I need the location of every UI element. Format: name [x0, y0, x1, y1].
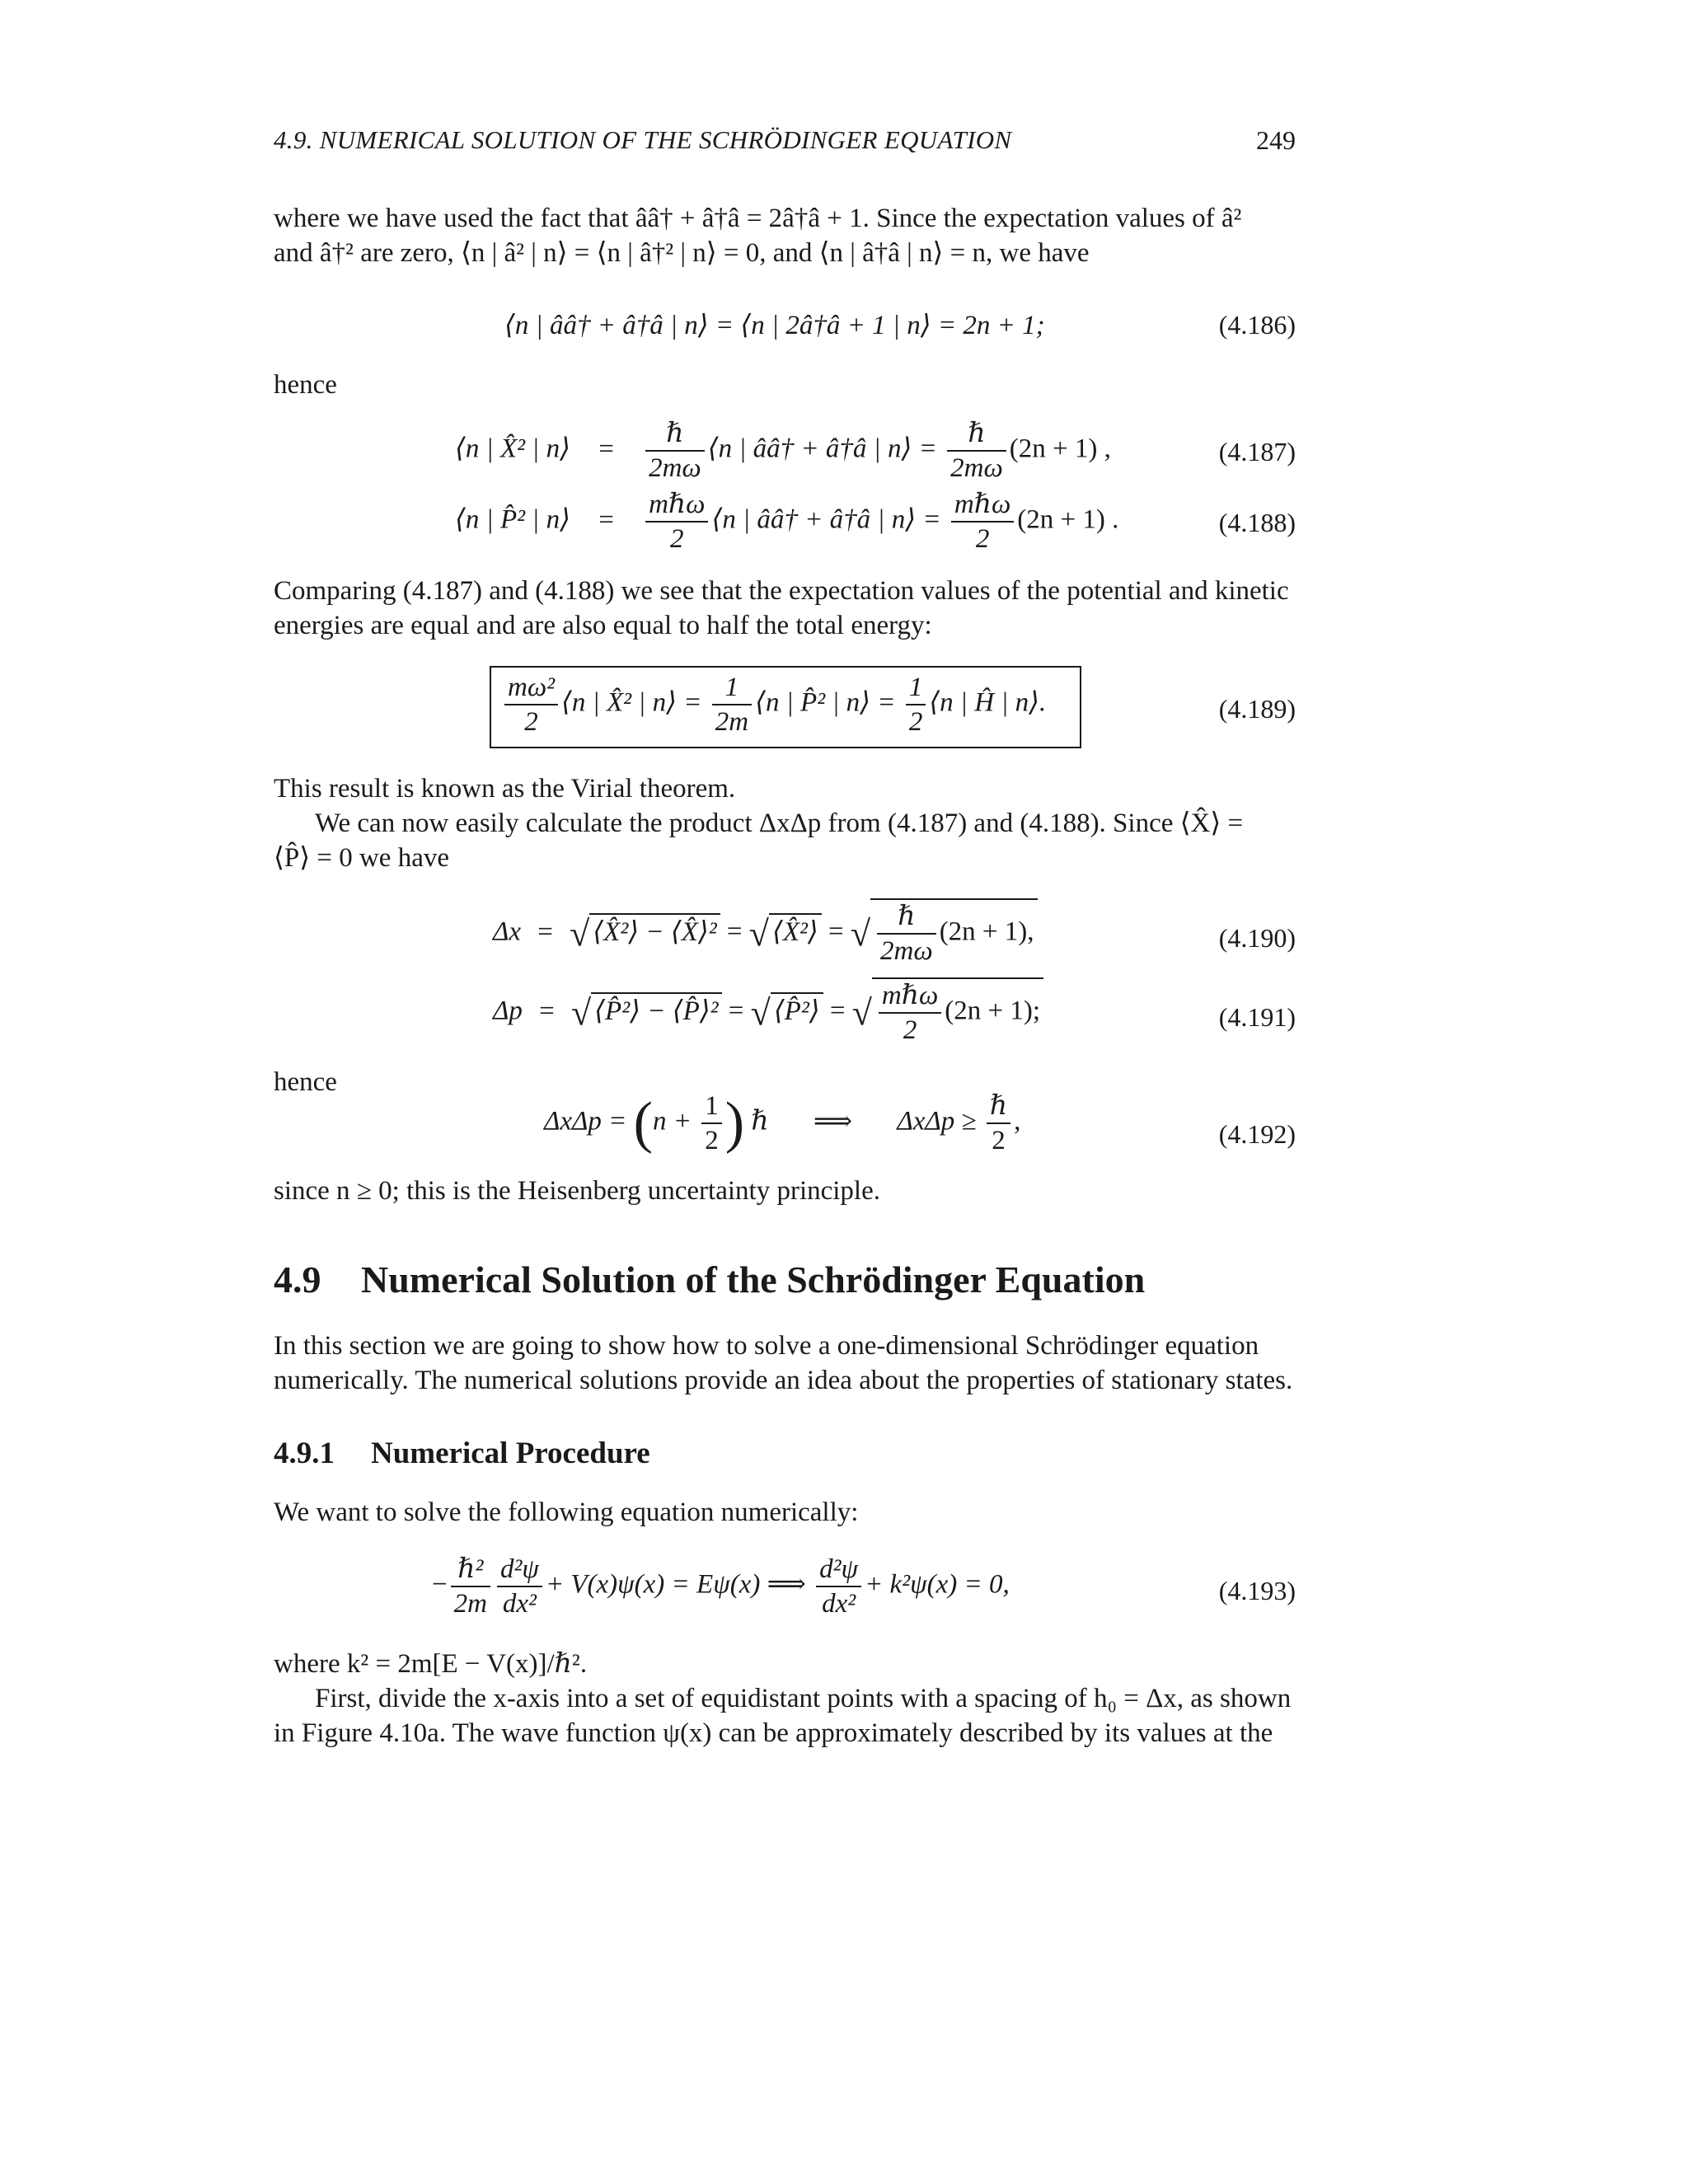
fraction — [504, 671, 558, 738]
paragraph-line: ⟨P̂⟩ = 0 we have — [274, 843, 449, 873]
eq-tail: (2n + 1), — [939, 916, 1034, 947]
fraction-denominator: 2mω — [649, 453, 701, 483]
fraction-denominator: 2 — [992, 1126, 1006, 1155]
eq-middle: ⟨n | ââ† + â†â | n⟩ = — [707, 434, 937, 464]
fraction — [906, 671, 926, 738]
sqrt-icon: √ — [748, 913, 769, 954]
running-head: 4.9. NUMERICAL SOLUTION OF THE SCHRÖDINGER EQUATION — [274, 125, 1012, 154]
paragraph-heisenberg — [274, 1174, 1296, 1208]
fraction-denominator: 2m — [453, 1589, 487, 1619]
sqrt-icon: √ — [570, 913, 590, 954]
fraction — [987, 1090, 1010, 1157]
paragraph-virial — [274, 771, 1296, 875]
fraction — [879, 979, 941, 1047]
fraction-numerator: ℏ² — [451, 1553, 490, 1587]
fraction — [951, 488, 1014, 555]
equation-4-193 — [432, 1553, 1010, 1620]
fraction — [645, 417, 705, 485]
fraction — [816, 1553, 861, 1620]
eq-term: ΔxΔp ≥ — [897, 1106, 977, 1137]
paragraph-procedure — [274, 1647, 1296, 1750]
fraction-numerator: mω² — [504, 671, 558, 705]
eq-equals: = — [726, 916, 743, 947]
section-number: 4.9 — [274, 1258, 321, 1301]
fraction-numerator: 1 — [906, 671, 926, 705]
fraction — [497, 1553, 542, 1620]
subsection-title: Numerical Procedure — [371, 1436, 650, 1470]
eq-lhs: Δp — [493, 996, 523, 1026]
fraction-numerator: ℏ — [987, 1090, 1010, 1124]
paragraph-line: We can now easily calculate the product ΔxΔp from (4.187) and (4.188). Since ⟨X̂⟩ = — [315, 808, 1244, 838]
fraction-numerator: mℏω — [645, 488, 708, 523]
fraction-denominator: dx² — [502, 1589, 537, 1619]
eq-equals: = — [829, 996, 846, 1026]
eq-term: ⟨n | Ĥ | n⟩. — [929, 687, 1047, 718]
radicand — [872, 977, 1043, 1047]
eq-lhs: ⟨n | X̂² | n⟩ — [455, 434, 570, 464]
paragraph-line: numerically. The numerical solutions provide an idea about the properties of stationary states. — [274, 1366, 1293, 1395]
fraction-numerator: 1 — [712, 671, 752, 705]
equation-4-189 — [501, 671, 1046, 738]
section-heading — [274, 1258, 1145, 1301]
eq-minus: − — [432, 1569, 448, 1600]
paragraph-line: hence — [274, 370, 337, 400]
radicand: ⟨P̂²⟩ — [771, 992, 823, 1027]
paragraph-line: We want to solve the following equation numerically: — [274, 1497, 859, 1527]
paragraph-section-intro — [274, 1329, 1296, 1398]
fraction — [877, 900, 936, 968]
implies-icon: ⟹ — [813, 1106, 853, 1137]
eq-equals: = — [598, 434, 614, 464]
sqrt-icon: √ — [571, 992, 592, 1033]
radicand: ⟨P̂²⟩ − ⟨P̂⟩² — [591, 992, 721, 1027]
equation-4-186: ⟨n | ââ† + â†â | n⟩ = ⟨n | 2â†â + 1 | n⟩ = 2n + 1; — [504, 311, 1045, 340]
fraction-denominator: 2 — [975, 524, 990, 554]
eq-middle: ⟨n | ââ† + â†â | n⟩ = — [711, 504, 941, 535]
fraction-numerator: ℏ — [947, 417, 1006, 452]
fraction-denominator: dx² — [822, 1589, 856, 1619]
equation-number: (4.193) — [1218, 1576, 1296, 1605]
paragraph-line: Comparing (4.187) and (4.188) we see that the expectation values of the potential and kinetic — [274, 576, 1289, 606]
paragraph-line: hence — [274, 1067, 337, 1097]
right-paren-icon: ) — [724, 1091, 745, 1155]
paragraph-line: where we have used the fact that ââ† + â†â = 2â†â + 1. Since the expectation values of â² — [274, 204, 1242, 233]
equation-4-188 — [455, 488, 1118, 555]
eq-term: ⟨n | X̂² | n⟩ = — [561, 687, 702, 718]
fraction — [451, 1553, 490, 1620]
fraction — [947, 417, 1006, 485]
fraction-numerator: d²ψ — [816, 1553, 861, 1587]
equation-4-190 — [493, 898, 1038, 968]
paragraph-intro — [274, 201, 1296, 270]
fraction — [701, 1090, 722, 1157]
fraction-denominator: 2mω — [950, 453, 1003, 483]
paragraph-want-to-solve — [274, 1495, 1296, 1530]
eq-tail: , — [1014, 1106, 1021, 1137]
sqrt-icon: √ — [850, 913, 871, 954]
fraction-numerator: ℏ — [877, 900, 936, 935]
equation-number: (4.188) — [1218, 508, 1296, 537]
fraction-numerator: mℏω — [951, 488, 1014, 523]
sqrt-icon: √ — [851, 992, 872, 1033]
equation-number: (4.189) — [1218, 694, 1296, 724]
fraction-denominator: 2mω — [880, 936, 933, 966]
fraction-denominator: 2 — [524, 707, 538, 737]
eq-lhs: ⟨n | P̂² | n⟩ — [455, 504, 570, 535]
fraction-numerator: ℏ — [645, 417, 705, 452]
fraction-denominator: 2 — [670, 524, 684, 554]
paragraph-line: energies are equal and are also equal to half the total energy: — [274, 611, 932, 640]
equation-4-191 — [493, 977, 1043, 1047]
equation-number: (4.190) — [1218, 923, 1296, 953]
eq-tail: (2n + 1) , — [1009, 434, 1111, 464]
eq-term: ⟨n | P̂² | n⟩ = — [755, 687, 896, 718]
page-number: 249 — [1256, 125, 1296, 155]
left-paren-icon: ( — [633, 1091, 653, 1155]
eq-equals: = — [537, 916, 553, 947]
eq-tail: + k²ψ(x) = 0, — [865, 1569, 1010, 1600]
radicand: ⟨X̂²⟩ — [769, 913, 822, 948]
equation-number: (4.186) — [1218, 310, 1296, 340]
eq-term: ℏ — [751, 1106, 769, 1137]
eq-equals: = — [598, 504, 614, 535]
equation-4-192 — [544, 1090, 1020, 1157]
radicand: ⟨X̂²⟩ − ⟨X̂⟩² — [589, 913, 720, 948]
paragraph-line: First, divide the x-axis into a set of equidistant points with a spacing of h₀ = Δx, as shown — [315, 1684, 1292, 1713]
equation-number: (4.191) — [1218, 1002, 1296, 1032]
fraction-denominator: 2m — [715, 707, 749, 737]
equation-number: (4.187) — [1218, 437, 1296, 466]
eq-tail: (2n + 1); — [945, 996, 1041, 1026]
fraction — [645, 488, 708, 555]
equation-number: (4.192) — [1218, 1119, 1296, 1149]
eq-tail: (2n + 1) . — [1017, 504, 1119, 535]
paragraph-line: In this section we are going to show how to solve a one-dimensional Schrödinger equation — [274, 1331, 1259, 1361]
subsection-heading — [274, 1436, 650, 1471]
fraction-numerator: 1 — [701, 1090, 722, 1124]
section-title: Numerical Solution of the Schrödinger Equation — [361, 1258, 1146, 1301]
fraction-numerator: d²ψ — [497, 1553, 542, 1587]
paragraph-line: where k² = 2m[E − V(x)]/ℏ². — [274, 1649, 588, 1679]
eq-equals: = — [539, 996, 555, 1026]
equation-4-187 — [455, 417, 1111, 485]
fraction-denominator: 2 — [908, 707, 923, 737]
paragraph-comparing — [274, 574, 1296, 643]
fraction — [712, 671, 752, 738]
eq-lhs: Δx — [493, 916, 522, 947]
eq-equals: = — [728, 996, 744, 1026]
eq-equals: = — [828, 916, 844, 947]
fraction-denominator: 2 — [705, 1126, 719, 1155]
eq-middle: + V(x)ψ(x) = Eψ(x) ⟹ — [545, 1569, 806, 1600]
fraction-denominator: 2 — [903, 1015, 917, 1045]
eq-term: n + — [652, 1106, 692, 1137]
eq-lhs: ΔxΔp = — [544, 1106, 627, 1137]
subsection-number: 4.9.1 — [274, 1436, 335, 1470]
paragraph-hence — [274, 368, 1296, 402]
radicand — [870, 898, 1037, 968]
paragraph-line: This result is known as the Virial theorem. — [274, 774, 736, 804]
fraction-numerator: mℏω — [879, 979, 941, 1014]
paragraph-line: since n ≥ 0; this is the Heisenberg uncertainty principle. — [274, 1176, 880, 1206]
sqrt-icon: √ — [750, 992, 771, 1033]
paragraph-line: and â†² are zero, ⟨n | â² | n⟩ = ⟨n | â†² | n⟩ = 0, and ⟨n | â†â | n⟩ = n, we have — [274, 238, 1090, 268]
paragraph-line: in Figure 4.10a. The wave function ψ(x) can be approximately described by its values at the — [274, 1718, 1273, 1748]
